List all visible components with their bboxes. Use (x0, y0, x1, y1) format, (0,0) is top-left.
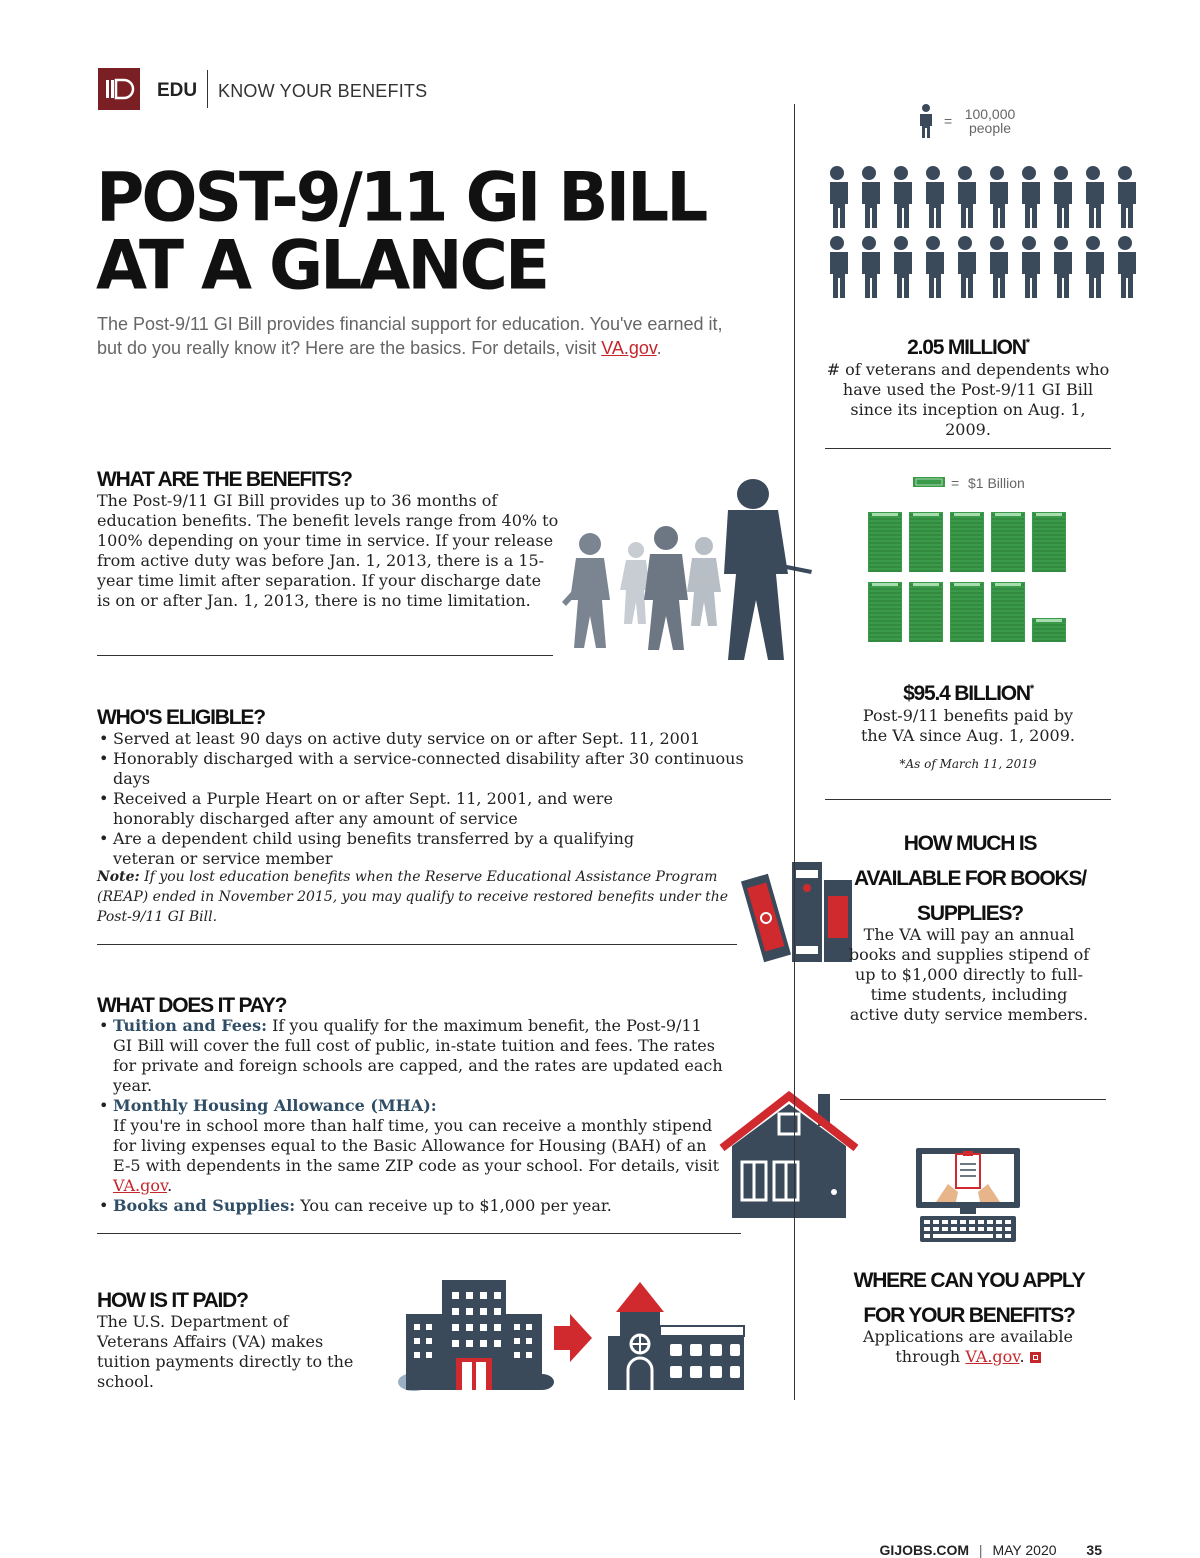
stat-veterans-footnote-mark: * (1025, 337, 1029, 349)
books-text: You can receive up to $1,000 per year. (295, 1196, 612, 1215)
page-footer (880, 1542, 1102, 1558)
money-legend-icon (913, 477, 945, 487)
eligible-heading: WHO'S ELIGIBLE? (97, 706, 265, 729)
person-icon (922, 166, 944, 228)
note-paragraph (97, 867, 743, 927)
list-item: • Are a dependent child using benefits transferred by a qualifying veteran or service member (97, 829, 673, 869)
legend-equals: = (944, 113, 953, 129)
divider (97, 944, 737, 945)
note-label: Note: (97, 869, 140, 885)
footer-site: GIJOBS.COM (879, 1542, 970, 1558)
money-legend-label: $1 Billion (968, 475, 1025, 491)
person-icon (954, 236, 976, 298)
person-icon (1082, 166, 1104, 228)
person-icon (986, 166, 1008, 228)
title-line-2: AT A GLANCE (96, 225, 548, 306)
intro-va-link[interactable]: VA.gov (601, 338, 657, 358)
money-stack (909, 512, 943, 572)
person-icon (1114, 236, 1136, 298)
list-item (97, 1096, 723, 1196)
money-stack-partial (1032, 618, 1066, 642)
mha-text: If you're in school more than half time, you can receive a monthly stipend for living expenses equal to the Basic Allowance for Housing (BAH) of an E-5 with dependents in the same ZIP code as your school. For details, visit (113, 1116, 720, 1175)
tuition-label: Tuition and Fees: (113, 1016, 268, 1035)
list-item: • Honorably discharged with a service-connected disability after 30 continuous days (97, 749, 757, 789)
divider (97, 1233, 741, 1234)
pay-list (97, 1016, 723, 1216)
person-icon (986, 236, 1008, 298)
apply-va-link[interactable]: VA.gov (965, 1347, 1020, 1366)
mha-va-link[interactable]: VA.gov (113, 1176, 168, 1195)
list-item (97, 1016, 723, 1096)
people-grid (822, 166, 1142, 302)
divider (825, 799, 1111, 800)
va-to-school-illustration-icon (396, 1278, 748, 1394)
money-stack (950, 512, 984, 572)
divider (840, 1099, 1106, 1100)
money-stack (991, 582, 1025, 642)
person-icon (826, 166, 848, 228)
person-icon (1050, 166, 1072, 228)
stat-paid (822, 682, 1114, 774)
person-icon (954, 166, 976, 228)
money-legend-equals: = (951, 475, 960, 491)
divider (97, 655, 553, 656)
money-stack (868, 512, 902, 572)
person-icon (922, 236, 944, 298)
intro-paragraph (97, 312, 737, 360)
money-stack (868, 582, 902, 642)
person-icon (858, 236, 880, 298)
intro-text: The Post-9/11 GI Bill provides financial support for education. You've earned it, but do you really know it? Here are the basics. For details, visit (97, 314, 723, 358)
brand-logo (98, 68, 140, 110)
section-subtitle: KNOW YOUR BENEFITS (218, 81, 428, 101)
money-stack (991, 512, 1025, 572)
stat-veterans-value (822, 336, 1114, 360)
money-stack (1032, 512, 1066, 572)
list-item: • Served at least 90 days on active duty service on or after Sept. 11, 2001 (97, 729, 757, 749)
pay-heading: WHAT DOES IT PAY? (97, 994, 287, 1017)
books-sidebar-heading: HOW MUCH IS AVAILABLE FOR BOOKS/ SUPPLIES? (854, 832, 1086, 925)
paid-heading: HOW IS IT PAID? (97, 1289, 248, 1312)
books-sidebar-desc: The VA will pay an annual books and supplies stipend of up to $1,000 directly to full-time students, including active duty service members. (848, 925, 1090, 1024)
benefits-heading: WHAT ARE THE BENEFITS? (97, 468, 352, 491)
stat-veterans-desc: # of veterans and dependents who have used the Post-9/11 GI Bill since its inception on Aug. 1, 2009. (826, 360, 1110, 439)
benefits-body: The Post-9/11 GI Bill provides up to 36 months of education benefits. The benefit levels range from 40% to 100% depending on your time in service. If your release from active duty was before Jan. 1, 2013, there is a 15-year time limit after separation. If your discharge date is on or after Jan. 1, 2013, there is no time limitation. (97, 491, 559, 610)
end-mark-icon (1030, 1352, 1041, 1363)
money-stacks-grid (868, 512, 1076, 648)
stat-veterans (822, 336, 1114, 440)
apply-desc (852, 1327, 1084, 1367)
list-item: • Received a Purple Heart on or after Sept. 11, 2001, and were honorably discharged after any amount of service (97, 789, 673, 829)
person-legend-icon (918, 104, 934, 138)
apply-heading: WHERE CAN YOU APPLY FOR YOUR BENEFITS? (853, 1269, 1085, 1327)
stat-paid-desc: Post-9/11 benefits paid by the VA since Aug. 1, 2009. (861, 706, 1075, 745)
logo-mark-icon (98, 68, 140, 110)
section-label: EDU (157, 80, 198, 101)
tuition-text: If you qualify for the maximum benefit, the Post-9/11 GI Bill will cover the full cost of public, in-state tuition and fees. The rates for private and foreign schools are capped, and the rates are updated each year. (113, 1016, 723, 1095)
books-label: Books and Supplies: (113, 1196, 296, 1215)
apply-text: Applications are available through (862, 1327, 1073, 1366)
person-icon (1050, 236, 1072, 298)
title-line-1: POST-9/11 GI BILL (96, 157, 706, 238)
as-of-footnote: *As of March 11, 2019 (899, 757, 1037, 771)
person-icon (826, 236, 848, 298)
person-icon (1018, 236, 1040, 298)
mha-end: . (167, 1176, 173, 1195)
stat-paid-number: $95.4 BILLION (903, 682, 1030, 705)
money-stack (909, 582, 943, 642)
column-divider (794, 104, 795, 1400)
person-icon (1082, 236, 1104, 298)
note-text: If you lost education benefits when the Reserve Educational Assistance Program (REAP) ended in November 2015, you may qualify to receive restored benefits under the Post-9/11 GI Bill. (97, 869, 729, 925)
stat-paid-value (822, 682, 1114, 706)
legend-people-label: 100,000 people (964, 106, 1016, 136)
person-icon (1114, 166, 1136, 228)
paid-body: The U.S. Department of Veterans Affairs (VA) makes tuition payments directly to the school. (97, 1312, 354, 1391)
stat-veterans-number: 2.05 MILLION (907, 336, 1026, 359)
computer-application-icon (914, 1146, 1022, 1246)
list-item (97, 1196, 723, 1216)
divider (825, 448, 1111, 449)
house-illustration-icon (718, 1090, 860, 1218)
stat-paid-footnote-mark: * (1029, 683, 1033, 695)
books-illustration-icon (738, 858, 856, 968)
person-icon (1018, 166, 1040, 228)
money-stack (950, 582, 984, 642)
person-icon (890, 166, 912, 228)
apply-end: . (1019, 1347, 1025, 1366)
eligible-list (97, 729, 757, 869)
soldiers-illustration-icon (556, 474, 816, 670)
page-number: 35 (1086, 1542, 1102, 1558)
page-title (96, 157, 736, 306)
footer-separator: | (978, 1542, 983, 1558)
header-divider (207, 70, 208, 108)
mha-label: Monthly Housing Allowance (MHA): (113, 1096, 437, 1115)
footer-date: MAY 2020 (992, 1542, 1057, 1558)
person-icon (890, 236, 912, 298)
person-icon (858, 166, 880, 228)
intro-end: . (656, 338, 662, 358)
